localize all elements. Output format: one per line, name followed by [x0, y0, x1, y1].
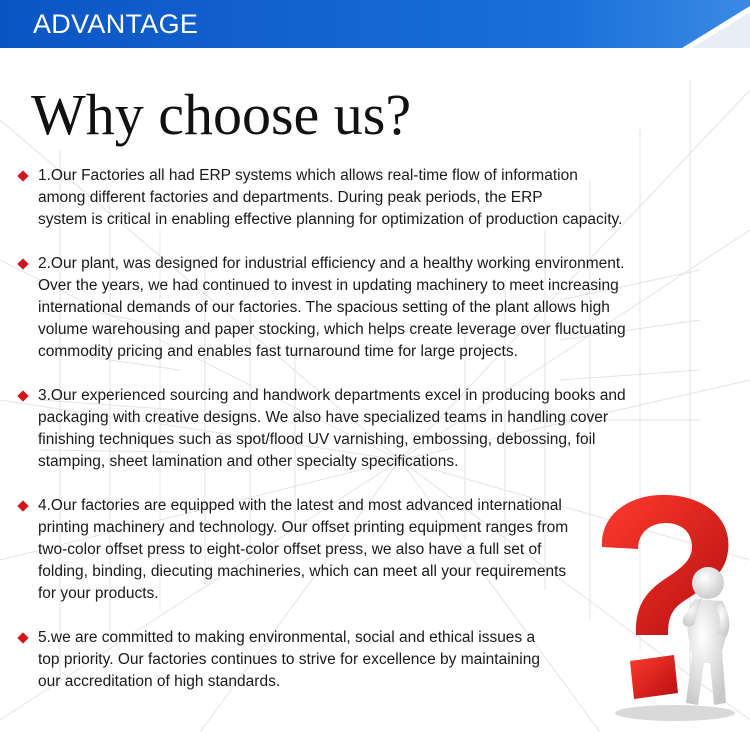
point-4-line-5: for your products.	[38, 585, 159, 602]
point-4-line-2: printing machinery and technology. Our offset printing equipment ranges from	[38, 519, 569, 536]
advantage-point-5	[38, 627, 540, 693]
point-2-line-3: international demands of our factories. The spacious setting of the plant allows high	[38, 299, 610, 316]
point-3-line-3: finishing techniques such as spot/flood UV varnishing, embossing, debossing, foil	[38, 431, 596, 448]
point-5-line-1: 5.we are committed to making environmental, social and ethical issues a	[38, 629, 536, 646]
point-2-line-5: commodity pricing and enables fast turnaround time for large projects.	[38, 343, 518, 360]
point-3-line-2: packaging with creative designs. We also have specialized teams in handling cover	[38, 409, 609, 426]
point-5-line-2: top priority. Our factories continues to strive for excellence by maintaining	[38, 651, 540, 668]
point-4-line-4: folding, binding, diecuting machineries, which can meet all your requirements	[38, 563, 567, 580]
point-1-line-1: 1.Our Factories all had ERP systems which allows real-time flow of information	[38, 167, 578, 184]
advantage-point-3	[38, 385, 626, 473]
point-1-line-3: system is critical in enabling effective planning for optimization of production capacity.	[38, 211, 623, 228]
point-2-line-4: volume warehousing and paper stocking, which helps create leverage over fluctuating	[38, 321, 626, 338]
page-heading: Why choose us?	[31, 82, 412, 147]
advantage-point-1	[38, 165, 622, 231]
point-3-line-4: stamping, sheet lamination and other specialty specifications.	[38, 453, 459, 470]
advantage-point-2	[38, 253, 626, 363]
point-5-line-3: our accreditation of high standards.	[38, 673, 281, 690]
question-mark-figure-icon	[580, 485, 750, 725]
point-3-line-1: 3.Our experienced sourcing and handwork departments excel in producing books and	[38, 387, 626, 404]
point-2-line-1: 2.Our plant, was designed for industrial efficiency and a healthy working environment.	[38, 255, 625, 272]
point-1-line-2: among different factories and departments. During peak periods, the ERP	[38, 189, 543, 206]
banner-title: ADVANTAGE	[33, 9, 199, 39]
point-4-line-3: two-color offset press to eight-color offset press, we also have a full set of	[38, 541, 542, 558]
point-4-line-1: 4.Our factories are equipped with the latest and most advanced international	[38, 497, 562, 514]
advantage-point-4	[38, 495, 568, 605]
point-2-line-2: Over the years, we had continued to invest in updating machinery to meet increasing	[38, 277, 619, 294]
